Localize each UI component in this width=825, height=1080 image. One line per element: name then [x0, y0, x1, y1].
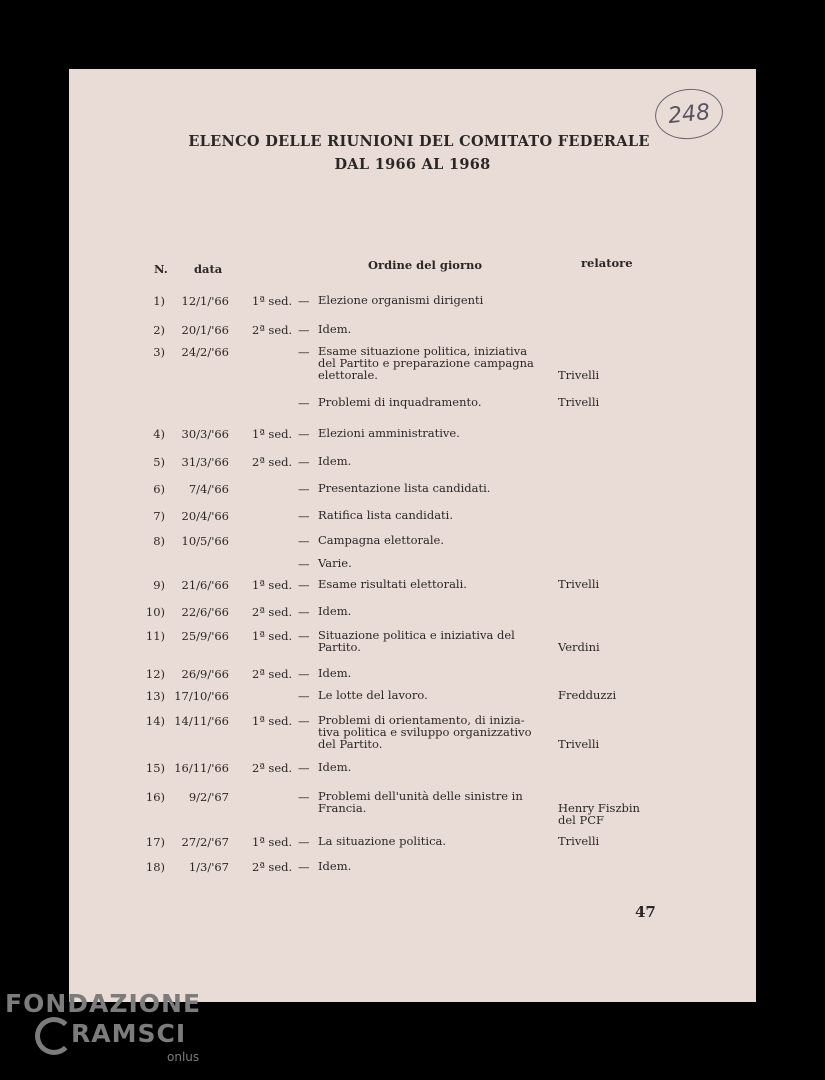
entry-topic	[318, 323, 351, 335]
entry-dash: —	[298, 509, 310, 523]
entry-topic	[318, 578, 467, 590]
entry-dash: —	[298, 860, 310, 874]
entry-number: 12)	[145, 667, 165, 681]
entry-speaker	[558, 790, 640, 826]
entry-dash: —	[298, 396, 310, 410]
logo-line-3: onlus	[167, 1050, 200, 1064]
entry-session: 2ª sed.	[252, 323, 293, 337]
entry-date: 10/5/'66	[181, 534, 229, 548]
entry-topic	[318, 482, 490, 494]
entry-dash: —	[298, 455, 310, 469]
entry-topic	[318, 667, 351, 679]
entry-number: 5)	[153, 455, 165, 469]
entry-session: 1ª sed.	[252, 714, 293, 728]
entry-date: 1/3/'67	[188, 860, 229, 874]
entry-date: 14/11/'66	[174, 714, 229, 728]
title-line-2: DAL 1966 AL 1968	[334, 156, 491, 173]
entry-number: 3)	[153, 345, 165, 359]
entry-dash: —	[298, 835, 310, 849]
entry-topic-line: Idem.	[318, 760, 352, 774]
entry-dash: —	[298, 294, 310, 308]
entry-session: 2ª sed.	[252, 667, 293, 681]
entry-speaker	[558, 714, 599, 750]
entry-date: 22/6/'66	[181, 605, 229, 619]
entry-topic-line: Elezioni amministrative.	[318, 426, 460, 440]
entry-session: 1ª sed.	[252, 835, 293, 849]
entry-topic-line: del Partito.	[318, 737, 383, 751]
entry-topic-line: Problemi di inquadramento.	[318, 395, 482, 409]
entry-session: 2ª sed.	[252, 605, 293, 619]
entry-speaker	[558, 345, 599, 381]
entry-speaker-line: Trivelli	[558, 834, 600, 848]
entry-speaker	[558, 396, 599, 408]
entry-number: 9)	[153, 578, 165, 592]
header-date: data	[194, 262, 223, 276]
entry-topic-line: La situazione politica.	[318, 834, 447, 848]
entry-topic-line: elettorale.	[318, 368, 378, 382]
entry-speaker-line	[558, 714, 599, 726]
entry-session: 1ª sed.	[252, 427, 293, 441]
entry-dash: —	[298, 667, 310, 681]
entry-speaker-line: Verdini	[558, 640, 600, 654]
entry-topic	[318, 557, 352, 569]
entry-number: 14)	[145, 714, 165, 728]
entry-number: 15)	[145, 761, 165, 775]
logo-line-1: FONDAZIONE	[5, 989, 202, 1018]
entry-number: 1)	[153, 294, 165, 308]
entry-topic	[318, 345, 534, 381]
entry-dash: —	[298, 761, 310, 775]
entry-dash: —	[298, 578, 310, 592]
entry-session: 1ª sed.	[252, 294, 293, 308]
entry-topic	[318, 534, 444, 546]
entry-dash: —	[298, 629, 310, 643]
entry-date: 21/6/'66	[181, 578, 229, 592]
entry-number: 13)	[145, 689, 165, 703]
entry-session: 1ª sed.	[252, 578, 293, 592]
entry-speaker	[558, 689, 616, 701]
entry-topic	[318, 761, 351, 773]
entry-date: 12/1/'66	[181, 294, 229, 308]
archive-stamp: 248	[653, 86, 726, 143]
entry-topic-line: Situazione politica e iniziativa del	[318, 628, 515, 642]
entry-number: 4)	[153, 427, 165, 441]
entry-topic	[318, 714, 532, 750]
entry-topic	[318, 790, 523, 814]
entry-speaker-line: Henry Fiszbin	[558, 801, 640, 815]
entry-number: 18)	[145, 860, 165, 874]
entry-topic-line: Ratifica lista candidati.	[318, 508, 454, 522]
fondazione-gramsci-logo	[5, 989, 202, 1064]
entry-date: 7/4/'66	[188, 482, 229, 496]
entry-date: 27/2/'67	[181, 835, 229, 849]
entry-speaker	[558, 629, 600, 653]
entry-number: 2)	[153, 323, 165, 337]
entry-number: 7)	[153, 509, 165, 523]
entry-speaker-line: del PCF	[558, 813, 605, 827]
header-num: N.	[154, 262, 168, 276]
entry-topic-line: Presentazione lista candidati.	[318, 481, 491, 495]
entry-topic-line: Idem.	[318, 454, 352, 468]
entry-date: 24/2/'66	[181, 345, 229, 359]
entry-speaker-line: Trivelli	[558, 737, 600, 751]
entry-number: 6)	[153, 482, 165, 496]
entry-topic-line: Le lotte del lavoro.	[318, 688, 428, 702]
entry-topic	[318, 509, 453, 521]
entry-topic	[318, 629, 515, 653]
entry-date: 26/9/'66	[181, 667, 229, 681]
entry-number: 17)	[145, 835, 165, 849]
entry-topic-line: tiva politica e sviluppo organizzativo	[318, 725, 532, 739]
entry-topic	[318, 689, 428, 701]
entry-dash: —	[298, 482, 310, 496]
entry-topic-line: Campagna elettorale.	[318, 533, 445, 547]
entry-topic-line: Idem.	[318, 322, 352, 336]
entry-topic-line: Partito.	[318, 640, 361, 654]
entry-session: 2ª sed.	[252, 761, 293, 775]
entry-speaker-line: Trivelli	[558, 577, 600, 591]
entry-topic-line: Elezione organismi dirigenti	[318, 293, 484, 307]
entry-topic-line: Idem.	[318, 859, 352, 873]
entry-date: 30/3/'66	[181, 427, 229, 441]
entry-dash: —	[298, 605, 310, 619]
title-line-1: ELENCO DELLE RIUNIONI DEL COMITATO FEDERALE	[188, 133, 650, 150]
entry-topic-line: Varie.	[318, 556, 352, 570]
entry-dash: —	[298, 323, 310, 337]
entry-topic	[318, 860, 351, 872]
entry-date: 9/2/'67	[188, 790, 229, 804]
entry-dash: —	[298, 689, 310, 703]
entry-speaker	[558, 578, 599, 590]
entry-speaker-line: Trivelli	[558, 395, 600, 409]
entry-dash: —	[298, 345, 310, 359]
entry-topic-line: Idem.	[318, 666, 352, 680]
entry-topic	[318, 294, 483, 306]
entry-session: 2ª sed.	[252, 455, 293, 469]
entry-date: 16/11/'66	[174, 761, 229, 775]
entry-dash: —	[298, 714, 310, 728]
entry-topic-line: Esame situazione politica, iniziativa	[318, 344, 528, 358]
entry-dash: —	[298, 534, 310, 548]
entry-session: 1ª sed.	[252, 629, 293, 643]
entry-topic	[318, 605, 351, 617]
page-number: 47	[635, 903, 656, 921]
entry-topic-line: del Partito e preparazione campagna	[318, 356, 534, 370]
entry-topic	[318, 396, 481, 408]
entry-topic-line: Francia.	[318, 801, 367, 815]
entry-topic	[318, 835, 446, 847]
document-page	[69, 69, 756, 1002]
entry-number: 11)	[145, 629, 165, 643]
logo-g-mark-icon	[35, 1017, 73, 1055]
entry-topic-line: Problemi di orientamento, di inizia-	[318, 713, 525, 727]
entry-dash: —	[298, 790, 310, 804]
logo-line-2: RAMSCI	[71, 1019, 187, 1048]
entry-date: 20/1/'66	[181, 323, 229, 337]
entry-number: 8)	[153, 534, 165, 548]
entry-topic-line: Idem.	[318, 604, 352, 618]
entry-dash: —	[298, 427, 310, 441]
header-speaker: relatore	[581, 256, 633, 270]
entry-speaker-line: Fredduzzi	[558, 688, 617, 702]
entry-speaker	[558, 835, 599, 847]
entry-topic	[318, 455, 351, 467]
entry-date: 25/9/'66	[181, 629, 229, 643]
entry-session: 2ª sed.	[252, 860, 293, 874]
entry-speaker-line: Trivelli	[558, 368, 600, 382]
header-agenda: Ordine del giorno	[368, 258, 483, 272]
entry-date: 31/3/'66	[181, 455, 229, 469]
entry-speaker-line	[558, 345, 599, 357]
entry-number: 16)	[145, 790, 165, 804]
entry-number: 10)	[145, 605, 165, 619]
entry-topic	[318, 427, 460, 439]
entry-topic-line: Esame risultati elettorali.	[318, 577, 467, 591]
entry-dash: —	[298, 557, 310, 571]
entry-date: 20/4/'66	[181, 509, 229, 523]
entry-date: 17/10/'66	[174, 689, 229, 703]
entry-topic-line: Problemi dell'unità delle sinistre in	[318, 789, 523, 803]
